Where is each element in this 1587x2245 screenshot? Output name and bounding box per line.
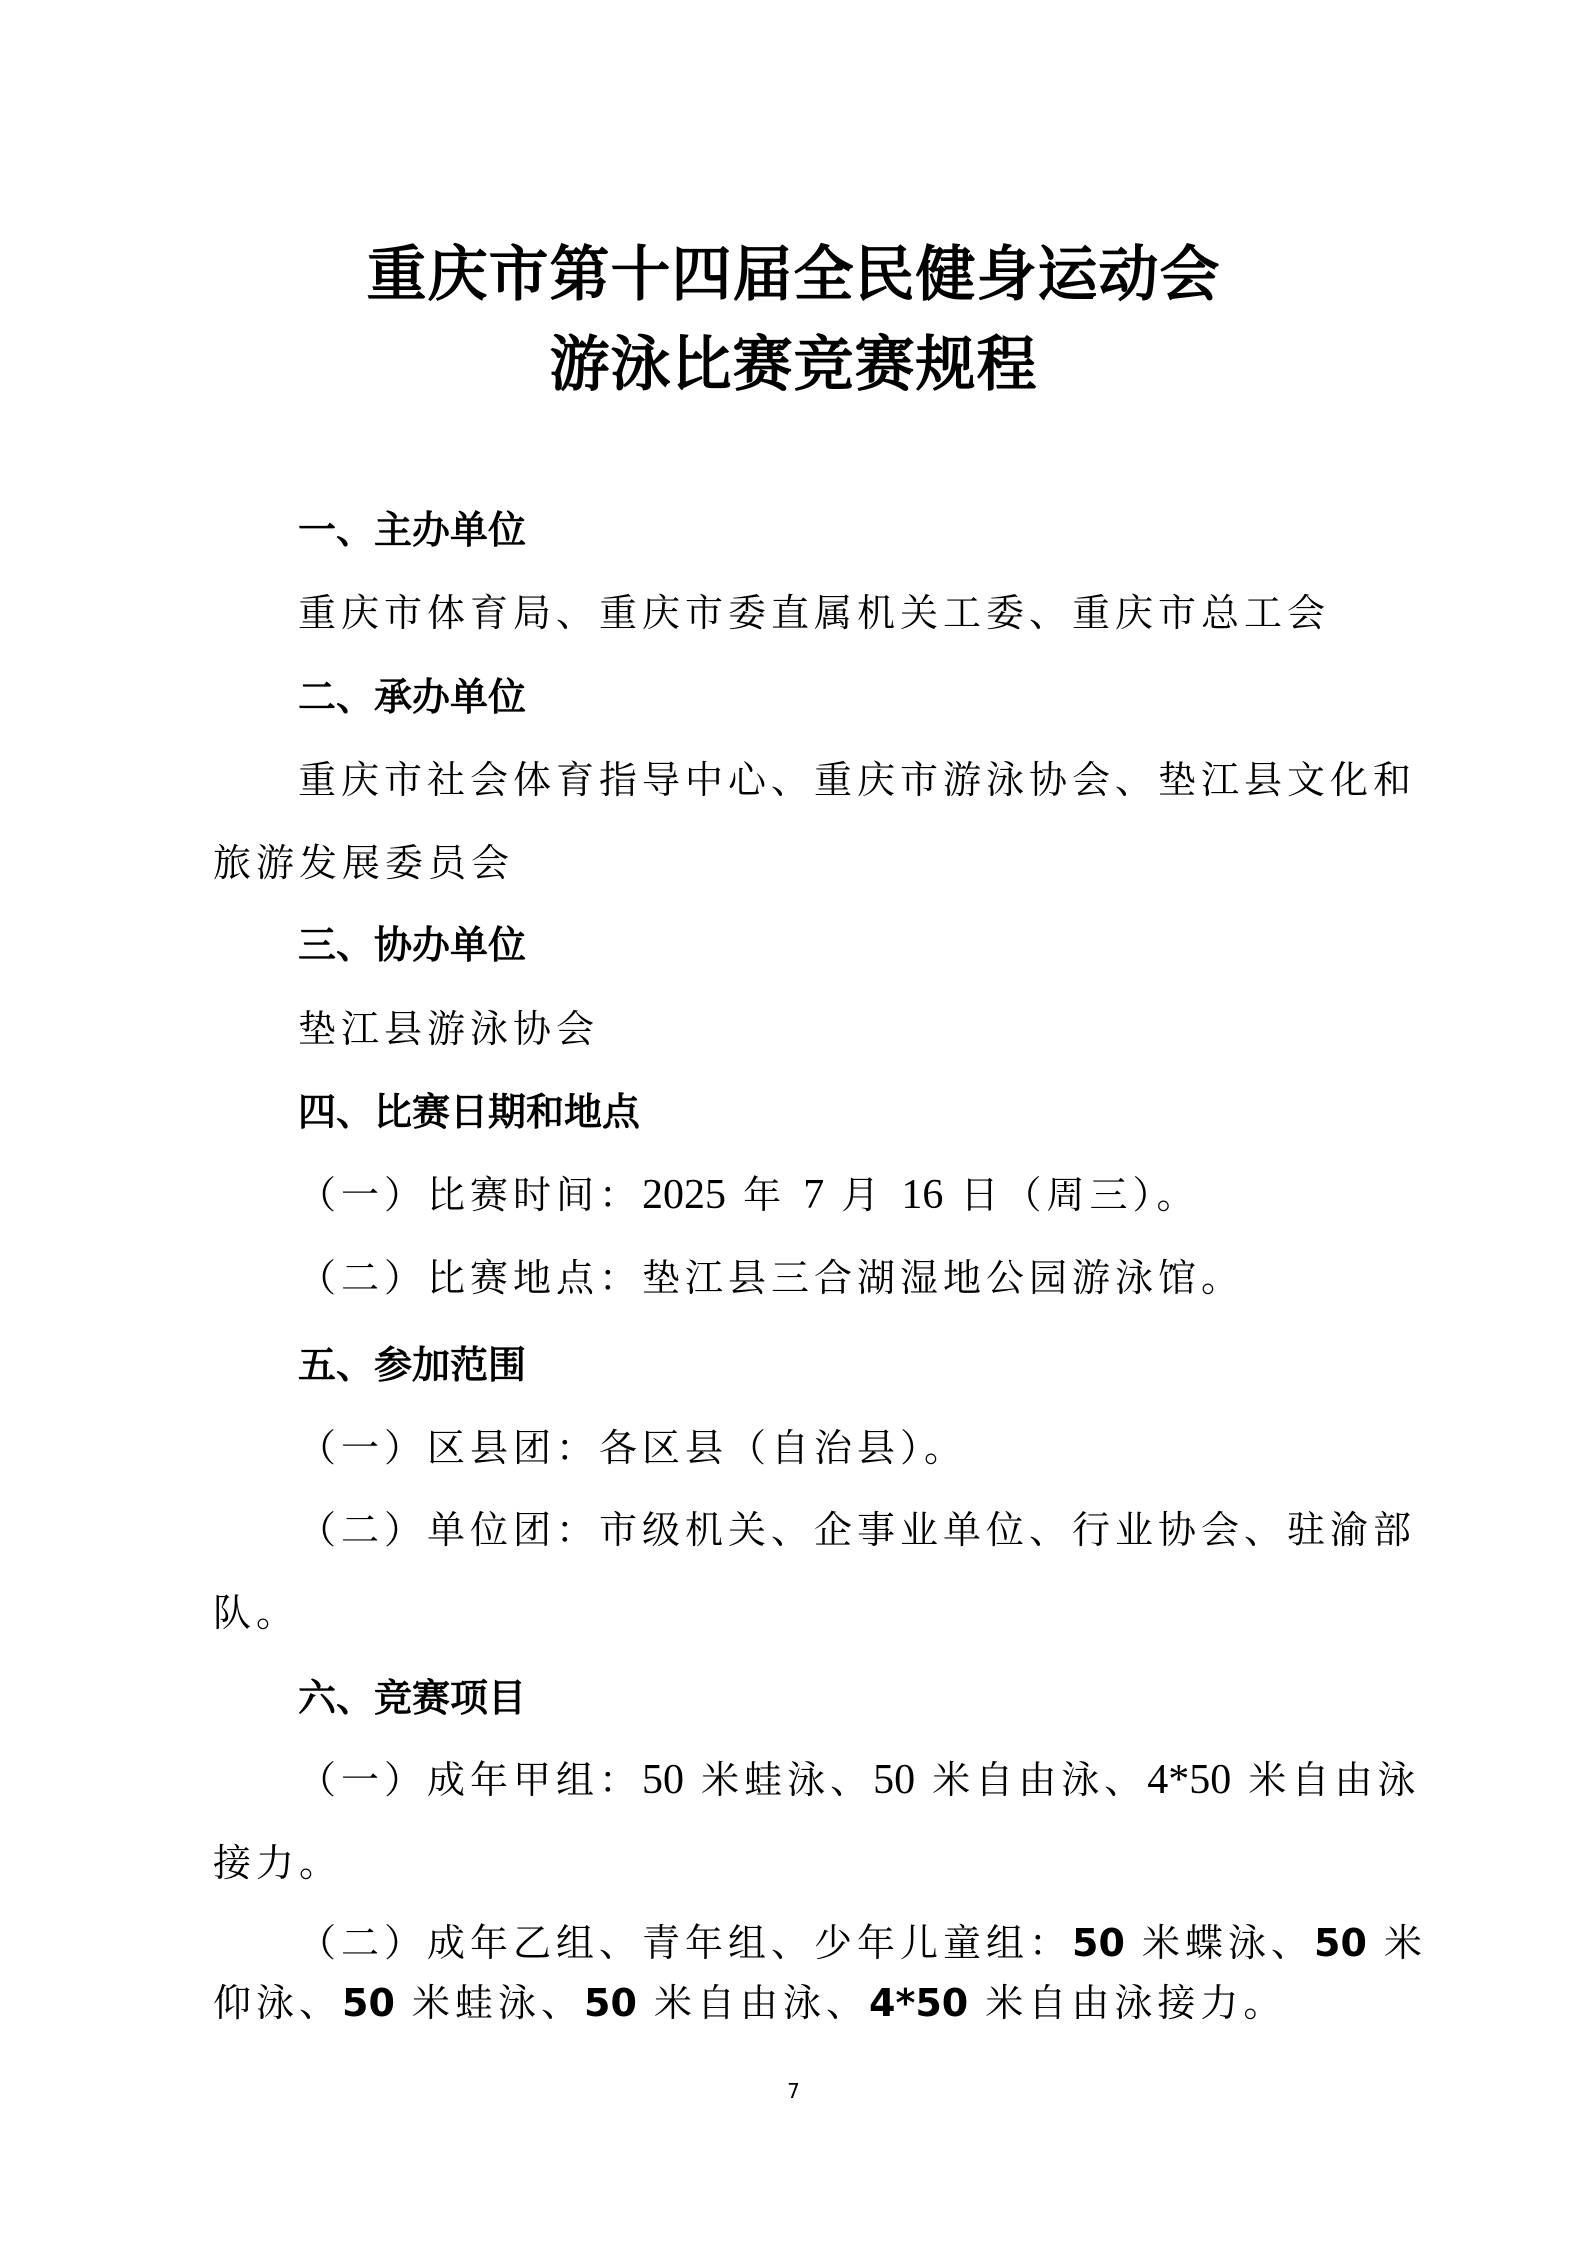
- date-day: 16: [901, 1172, 944, 1218]
- events-group-a-line1: [298, 1755, 1420, 1805]
- event-name: 米蛙泳、: [701, 1758, 874, 1802]
- document-title-line1: 重庆市第十四届全民健身运动会: [366, 240, 1221, 310]
- event-name: 米自由泳、: [932, 1758, 1148, 1802]
- date-year-unit: 年: [743, 1173, 787, 1217]
- event-name: 仰泳、: [213, 1981, 343, 2025]
- venue-line: （二）比赛地点：垫江县三合湖湿地公园游泳馆。: [298, 1256, 1245, 1300]
- section-heading-date-venue: 四、比赛日期和地点: [298, 1090, 641, 1134]
- events-group-b-prefix: （二）成年乙组、青年组、少年儿童组：: [298, 1921, 1073, 1965]
- date-prefix: （一）比赛时间：: [298, 1173, 643, 1217]
- date-day-unit: 日（周三）。: [960, 1173, 1200, 1217]
- date-line: [298, 1170, 1200, 1220]
- page-number: 7: [787, 2079, 800, 2103]
- section-heading-participants: 五、参加范围: [298, 1343, 527, 1387]
- section-heading-organizer: 一、主办单位: [298, 508, 527, 552]
- event-name: 米: [1384, 1921, 1428, 1965]
- participants-unit-line2: 队。: [213, 1591, 300, 1635]
- distance-value: 50: [1314, 1921, 1367, 1965]
- participants-unit-line1: （二）单位团：市级机关、企事业单位、行业协会、驻渝部: [298, 1508, 1417, 1552]
- section-heading-co-organizer: 三、协办单位: [298, 923, 527, 967]
- distance-value: 4*50: [869, 1981, 969, 2025]
- event-name: 米蛙泳、: [412, 1981, 585, 2025]
- host-text-line1: 重庆市社会体育指导中心、重庆市游泳协会、垫江县文化和: [298, 758, 1417, 802]
- event-name: 米自由泳接力。: [985, 1981, 1287, 2025]
- events-group-a-prefix: （一）成年甲组：: [298, 1758, 643, 1802]
- date-month-unit: 月: [841, 1173, 885, 1217]
- distance-value: 50: [584, 1981, 637, 2025]
- host-text-line2: 旅游发展委员会: [213, 841, 515, 885]
- co-organizer-text: 垫江县游泳协会: [298, 1007, 600, 1051]
- event-name: 米自由泳: [1248, 1758, 1421, 1802]
- section-heading-host: 二、承办单位: [298, 675, 527, 719]
- distance-value: 50: [342, 1981, 395, 2025]
- events-group-a-line2: 接力。: [213, 1841, 343, 1885]
- distance-value: 4*50: [1147, 1757, 1232, 1803]
- distance-value: 50: [873, 1757, 916, 1803]
- events-group-b-line2: [213, 1978, 1286, 2028]
- distance-value: 50: [1072, 1921, 1125, 1965]
- event-name: 米蝶泳、: [1142, 1921, 1315, 1965]
- organizer-text: 重庆市体育局、重庆市委直属机关工委、重庆市总工会: [298, 591, 1331, 635]
- events-group-b-line1: [298, 1918, 1427, 1968]
- document-title-line2: 游泳比赛竞赛规程: [549, 330, 1038, 400]
- date-year: 2025: [642, 1172, 727, 1218]
- section-heading-events: 六、竞赛项目: [298, 1676, 527, 1720]
- event-name: 米自由泳、: [654, 1981, 870, 2025]
- participants-district: （一）区县团：各区县（自治县）。: [298, 1426, 968, 1470]
- date-month: 7: [803, 1172, 825, 1218]
- distance-value: 50: [642, 1757, 685, 1803]
